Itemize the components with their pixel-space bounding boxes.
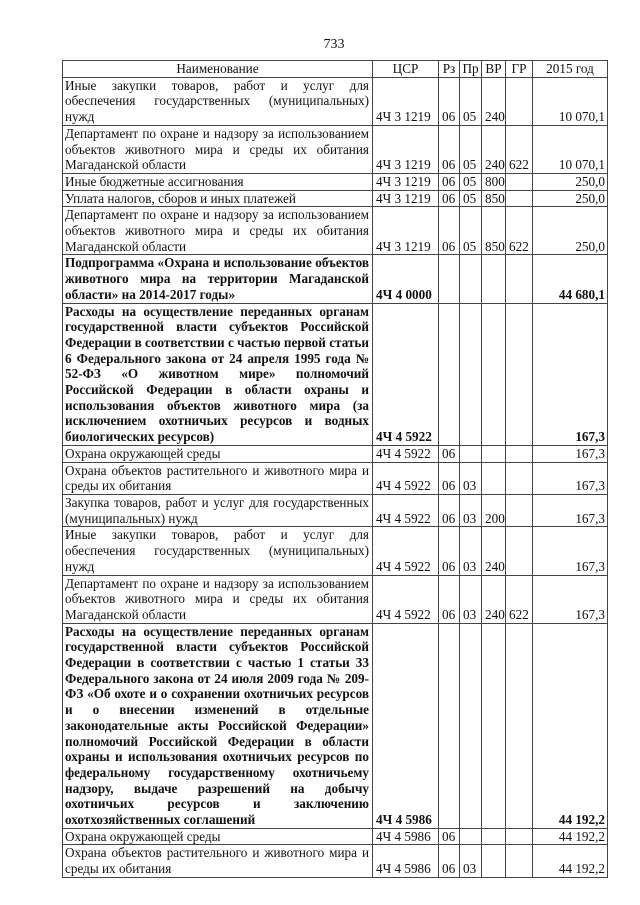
- row-rz: 06: [439, 445, 460, 462]
- row-vr: 850: [482, 190, 506, 207]
- row-vr: [482, 462, 506, 494]
- table-body: [63, 77, 608, 877]
- table-row: [63, 255, 608, 303]
- header-amount: 2015 год: [533, 61, 608, 78]
- row-gr: 622: [506, 207, 533, 255]
- row-gr: [506, 623, 533, 828]
- table-row: [63, 173, 608, 190]
- header-pr: Пр: [460, 61, 482, 78]
- table-row: [63, 623, 608, 828]
- row-pr: [460, 303, 482, 445]
- row-name: Охрана объектов растительного и животного мира и среды их обитания: [63, 845, 373, 877]
- row-pr: [460, 255, 482, 303]
- row-vr: 240: [482, 125, 506, 173]
- row-amount: 250,0: [533, 207, 608, 255]
- row-csr: 4Ч 3 1219: [373, 125, 439, 173]
- row-name: Расходы на осуществление переданных органам государственной власти субъектов Российской Федерации в соответствии с частью первой статьи 6 Федерального закона от 24 апреля 1995 года № 52-ФЗ «О животном мире» полномочий Российской Федерации в области охраны и использования объектов животного мира (за исключением охотничьих ресурсов и водных биологических ресурсов): [63, 303, 373, 445]
- row-pr: 03: [460, 527, 482, 575]
- table-row: [63, 494, 608, 526]
- row-csr: 4Ч 4 0000: [373, 255, 439, 303]
- row-vr: [482, 303, 506, 445]
- row-rz: 06: [439, 575, 460, 623]
- row-amount: 167,3: [533, 462, 608, 494]
- row-pr: 05: [460, 173, 482, 190]
- row-gr: [506, 255, 533, 303]
- row-csr: 4Ч 4 5986: [373, 828, 439, 845]
- row-amount: 167,3: [533, 575, 608, 623]
- row-csr: 4Ч 4 5922: [373, 527, 439, 575]
- row-gr: [506, 445, 533, 462]
- table-row: [63, 77, 608, 125]
- row-rz: 06: [439, 462, 460, 494]
- row-vr: 240: [482, 527, 506, 575]
- row-rz: [439, 303, 460, 445]
- table-row: [63, 527, 608, 575]
- row-vr: [482, 445, 506, 462]
- row-name: Уплата налогов, сборов и иных платежей: [63, 190, 373, 207]
- row-vr: 850: [482, 207, 506, 255]
- row-gr: [506, 494, 533, 526]
- row-amount: 250,0: [533, 173, 608, 190]
- row-name: Охрана окружающей среды: [63, 828, 373, 845]
- row-csr: 4Ч 3 1219: [373, 77, 439, 125]
- row-name: Департамент по охране и надзору за использованием объектов животного мира и среды их обитания Магаданской области: [63, 207, 373, 255]
- row-pr: [460, 828, 482, 845]
- row-csr: 4Ч 3 1219: [373, 190, 439, 207]
- row-amount: 250,0: [533, 190, 608, 207]
- row-gr: [506, 462, 533, 494]
- row-name: Иные бюджетные ассигнования: [63, 173, 373, 190]
- row-name: Иные закупки товаров, работ и услуг для обеспечения государственных (муниципальных) нужд: [63, 527, 373, 575]
- row-name: Подпрограмма «Охрана и использование объектов животного мира на территории Магаданской области» на 2014-2017 годы»: [63, 255, 373, 303]
- row-amount: 10 070,1: [533, 125, 608, 173]
- row-csr: 4Ч 4 5986: [373, 845, 439, 877]
- table-row: [63, 445, 608, 462]
- row-csr: 4Ч 4 5922: [373, 303, 439, 445]
- table-row: [63, 845, 608, 877]
- row-vr: 240: [482, 77, 506, 125]
- row-rz: 06: [439, 207, 460, 255]
- row-amount: 44 192,2: [533, 828, 608, 845]
- row-gr: [506, 828, 533, 845]
- row-amount: 44 192,2: [533, 845, 608, 877]
- table-row: [63, 125, 608, 173]
- row-csr: 4Ч 3 1219: [373, 207, 439, 255]
- row-vr: 200: [482, 494, 506, 526]
- row-pr: 03: [460, 462, 482, 494]
- row-gr: [506, 173, 533, 190]
- row-rz: 06: [439, 77, 460, 125]
- row-csr: 4Ч 3 1219: [373, 173, 439, 190]
- row-pr: [460, 445, 482, 462]
- row-name: Охрана объектов растительного и животного мира и среды их обитания: [63, 462, 373, 494]
- row-amount: 167,3: [533, 527, 608, 575]
- row-pr: 03: [460, 494, 482, 526]
- row-amount: 44 680,1: [533, 255, 608, 303]
- row-gr: 622: [506, 575, 533, 623]
- row-rz: 06: [439, 494, 460, 526]
- row-amount: 167,3: [533, 494, 608, 526]
- row-pr: 03: [460, 575, 482, 623]
- table-row: [63, 462, 608, 494]
- row-gr: [506, 190, 533, 207]
- row-pr: 05: [460, 190, 482, 207]
- row-name: Закупка товаров, работ и услуг для государственных (муниципальных) нужд: [63, 494, 373, 526]
- header-gr: ГР: [506, 61, 533, 78]
- row-rz: 06: [439, 173, 460, 190]
- row-gr: [506, 303, 533, 445]
- budget-table: [62, 60, 608, 878]
- row-amount: 167,3: [533, 445, 608, 462]
- row-gr: [506, 845, 533, 877]
- row-pr: 05: [460, 77, 482, 125]
- page-number: 733: [323, 37, 345, 52]
- row-rz: [439, 255, 460, 303]
- row-name: Расходы на осуществление переданных органам государственной власти субъектов Российской Федерации в соответствии с частью 1 статьи 33 Федерального закона от 24 июля 2009 года № 209-ФЗ «Об охоте и о сохранении охотничьих ресурсов и о внесении изменений в отдельные законодательные акты Российской Федерации» полномочий Российской Федерации в области охраны и использования охотничьих ресурсов по федеральному государственному охотничьему надзору, выдаче разрешений на добычу охотничьих ресурсов и заключению охотхозяйственных соглашений: [63, 623, 373, 828]
- row-vr: 240: [482, 575, 506, 623]
- row-vr: 800: [482, 173, 506, 190]
- row-amount: 167,3: [533, 303, 608, 445]
- row-rz: 06: [439, 828, 460, 845]
- table-row: [63, 828, 608, 845]
- header-name: Наименование: [63, 61, 373, 78]
- table-row: [63, 190, 608, 207]
- row-name: Охрана окружающей среды: [63, 445, 373, 462]
- row-rz: 06: [439, 845, 460, 877]
- row-rz: 06: [439, 527, 460, 575]
- row-vr: [482, 255, 506, 303]
- header-vr: ВР: [482, 61, 506, 78]
- row-vr: [482, 828, 506, 845]
- row-name: Департамент по охране и надзору за использованием объектов животного мира и среды их обитания Магаданской области: [63, 575, 373, 623]
- row-csr: 4Ч 4 5922: [373, 494, 439, 526]
- row-pr: 03: [460, 845, 482, 877]
- row-csr: 4Ч 4 5922: [373, 445, 439, 462]
- row-rz: [439, 623, 460, 828]
- row-vr: [482, 845, 506, 877]
- row-gr: 622: [506, 125, 533, 173]
- row-vr: [482, 623, 506, 828]
- row-gr: [506, 77, 533, 125]
- row-pr: 05: [460, 125, 482, 173]
- row-rz: 06: [439, 190, 460, 207]
- header-rz: Рз: [439, 61, 460, 78]
- row-amount: 10 070,1: [533, 77, 608, 125]
- row-csr: 4Ч 4 5922: [373, 462, 439, 494]
- table-row: [63, 303, 608, 445]
- row-pr: [460, 623, 482, 828]
- row-name: Департамент по охране и надзору за использованием объектов животного мира и среды их обитания Магаданской области: [63, 125, 373, 173]
- row-pr: 05: [460, 207, 482, 255]
- row-csr: 4Ч 4 5986: [373, 623, 439, 828]
- row-name: Иные закупки товаров, работ и услуг для обеспечения государственных (муниципальных) нужд: [63, 77, 373, 125]
- row-amount: 44 192,2: [533, 623, 608, 828]
- table-row: [63, 575, 608, 623]
- table-row: [63, 207, 608, 255]
- row-csr: 4Ч 4 5922: [373, 575, 439, 623]
- header-csr: ЦСР: [373, 61, 439, 78]
- row-rz: 06: [439, 125, 460, 173]
- row-gr: [506, 527, 533, 575]
- table-header-row: [63, 61, 608, 78]
